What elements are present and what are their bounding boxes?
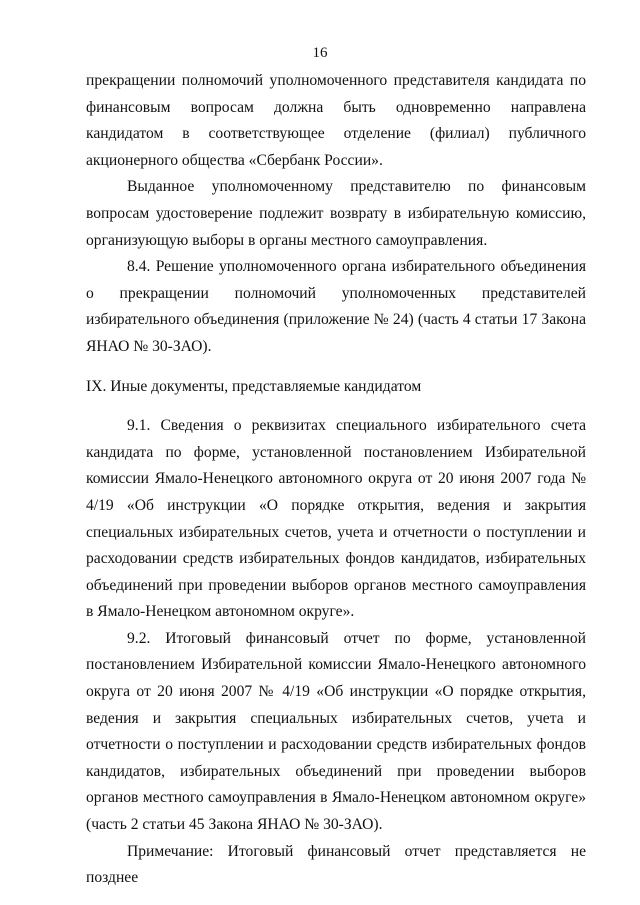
document-body [86,68,586,892]
paragraph-9-1: 9.1. Сведения о реквизитах специального избирательного счета кандидата по форме, установленной постановлением Избирательной комиссии Ямало-Ненецкого автономного округа от 20 июня 2007 года № 4/19 «Об инструкции «О порядке открытия, ведения и закрытия специальных избирательных счетов, учета и отчетности о поступлении и расходовании средств избирательных фондов кандидатов, избирательных объединений при проведении выборов органов местного самоуправления в Ямало-Ненецком автономном округе». [86,417,586,621]
paragraph-8-4: 8.4. Решение уполномоченного органа избирательного объединения о прекращении полномочий уполномоченных представителей избирательного объединения (приложение № 24) (часть 4 статьи 17 Закона ЯНАО № 30-ЗАО). [86,258,586,355]
paragraph-certificate-return: Выданное уполномоченному представителю по финансовым вопросам удостоверение подлежит возврату в избирательную комиссию, организующую выборы в органы местного самоуправления. [86,178,586,249]
page-number: 16 [312,45,328,61]
section-heading-ix: IX. Иные документы, представляемые кандидатом [86,377,422,395]
paragraph-continuation: прекращении полномочий уполномоченного представителя кандидата по финансовым вопросам должна быть одновременно направлена кандидатом в соответствующее отделение (филиал) публичного акционерного общества «Сбербанк России». [86,72,586,169]
paragraph-note: Примечание: Итоговый финансовый отчет представляется не позднее [86,842,586,887]
paragraph-9-2: 9.2. Итоговый финансовый отчет по форме, установленной постановлением Избирательной комиссии Ямало-Ненецкого автономного округа от 20 июня 2007 № 4/19 «Об инструкции «О порядке открытия, ведения и закрытия специальных избирательных счетов, учета и отчетности о поступлении и расходовании средств избирательных фондов кандидатов, избирательных объединений при проведении выборов органов местного самоуправления в Ямало-Ненецком автономном округе» (часть 2 статьи 45 Закона ЯНАО № 30-ЗАО). [86,629,586,834]
